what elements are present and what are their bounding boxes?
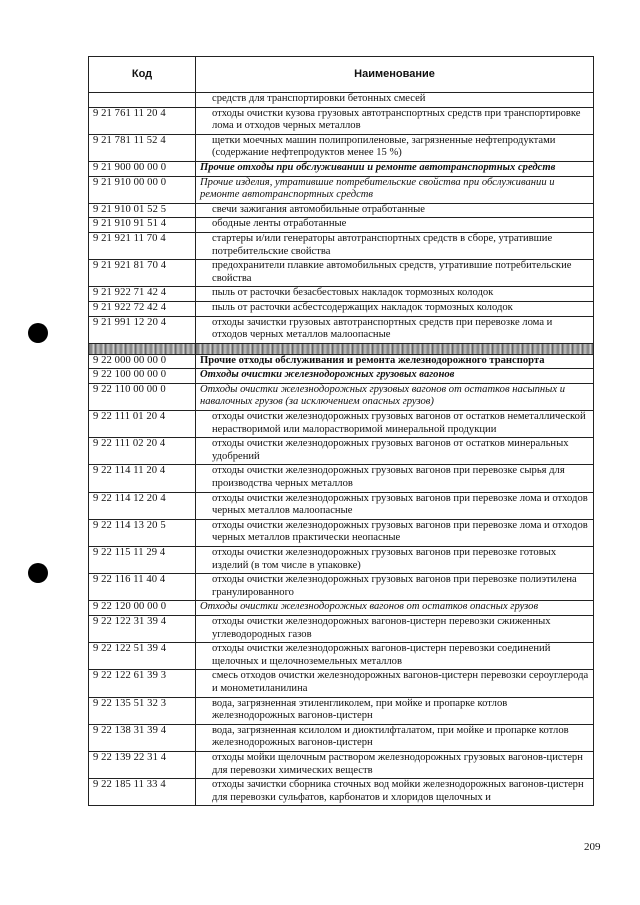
- name-cell: пыль от расточки безасбестовых накладок тормозных колодок: [196, 287, 594, 302]
- table-row: [89, 287, 594, 302]
- table-row: [89, 383, 594, 410]
- name-cell: отходы очистки железнодорожных грузовых вагонов от остатков минеральных удобрений: [196, 438, 594, 465]
- table-row: [89, 751, 594, 778]
- name-cell: отходы очистки железнодорожных грузовых вагонов при перевозке лома и отходов черных металлов малоопасные: [196, 492, 594, 519]
- table-body: [89, 93, 594, 806]
- column-header-name: Наименование: [196, 57, 594, 93]
- name-cell: смесь отходов очистки железнодорожных вагонов-цистерн перевозки сероуглерода и монометиланилина: [196, 670, 594, 697]
- table-row: [89, 203, 594, 218]
- code-cell: 9 22 114 13 20 5: [89, 519, 196, 546]
- table-row: [89, 161, 594, 176]
- table-row: [89, 465, 594, 492]
- code-cell: 9 21 922 72 42 4: [89, 301, 196, 316]
- code-cell: 9 22 114 12 20 4: [89, 492, 196, 519]
- code-cell: 9 21 781 11 52 4: [89, 134, 196, 161]
- code-cell: 9 21 921 11 70 4: [89, 232, 196, 259]
- name-cell: Прочие изделия, утратившие потребительские свойства при обслуживании и ремонте автотранспортных средств: [196, 176, 594, 203]
- table-row: [89, 218, 594, 233]
- name-cell: отходы очистки кузова грузовых автотранспортных средств при транспортировке лома и отходов черных металлов: [196, 107, 594, 134]
- code-cell: [89, 343, 196, 354]
- table-header-row: [89, 57, 594, 93]
- table-row: [89, 519, 594, 546]
- table-row: [89, 260, 594, 287]
- code-cell: 9 22 110 00 00 0: [89, 383, 196, 410]
- name-cell: отходы очистки железнодорожных вагонов-цистерн перевозки сжиженных углеводородных газов: [196, 615, 594, 642]
- name-cell: отходы очистки железнодорожных грузовых вагонов от остатков неметаллической нерастворимой или малорастворимой минеральной продукции: [196, 411, 594, 438]
- table-row: [89, 574, 594, 601]
- code-cell: 9 21 991 12 20 4: [89, 316, 196, 343]
- name-cell: вода, загрязненная этиленгликолем, при мойке и пропарке котлов железнодорожных вагонов-цистерн: [196, 697, 594, 724]
- name-cell: отходы зачистки грузовых автотранспортных средств при перевозке лома и отходов черных металлов малоопасные: [196, 316, 594, 343]
- name-cell: стартеры и/или генераторы автотранспортных средств в сборе, утратившие потребительские свойства: [196, 232, 594, 259]
- name-cell: Отходы очистки железнодорожных грузовых вагонов от остатков насыпных и навалочных грузов (за исключением опасных грузов): [196, 383, 594, 410]
- waste-code-table: [88, 56, 594, 806]
- table-row: [89, 547, 594, 574]
- code-cell: 9 21 910 01 52 5: [89, 203, 196, 218]
- table-row: [89, 354, 594, 369]
- code-cell: 9 21 900 00 00 0: [89, 161, 196, 176]
- name-cell: ободные ленты отработанные: [196, 218, 594, 233]
- code-cell: 9 21 921 81 70 4: [89, 260, 196, 287]
- name-cell: Прочие отходы обслуживания и ремонта железнодорожного транспорта: [196, 354, 594, 369]
- column-header-code: Код: [89, 57, 196, 93]
- punch-hole-bottom: [28, 563, 48, 583]
- code-cell: 9 22 122 31 39 4: [89, 615, 196, 642]
- name-cell: отходы очистки железнодорожных грузовых вагонов при перевозке лома и отходов черных металлов практически неопасные: [196, 519, 594, 546]
- name-cell: Прочие отходы при обслуживании и ремонте автотранспортных средств: [196, 161, 594, 176]
- name-cell: Отходы очистки железнодорожных грузовых вагонов: [196, 369, 594, 384]
- code-cell: 9 22 135 51 32 3: [89, 697, 196, 724]
- table-row: [89, 724, 594, 751]
- code-cell: 9 22 116 11 40 4: [89, 574, 196, 601]
- code-cell: 9 21 910 91 51 4: [89, 218, 196, 233]
- code-cell: 9 22 000 00 00 0: [89, 354, 196, 369]
- code-cell: 9 22 111 02 20 4: [89, 438, 196, 465]
- table-row: [89, 107, 594, 134]
- code-cell: 9 22 185 11 33 4: [89, 779, 196, 806]
- code-cell: [89, 93, 196, 108]
- table-row: [89, 134, 594, 161]
- code-cell: 9 22 138 31 39 4: [89, 724, 196, 751]
- name-cell: пыль от расточки асбестсодержащих накладок тормозных колодок: [196, 301, 594, 316]
- table-row: [89, 643, 594, 670]
- table-row: [89, 232, 594, 259]
- table-row: [89, 301, 594, 316]
- code-cell: 9 22 114 11 20 4: [89, 465, 196, 492]
- code-cell: 9 22 111 01 20 4: [89, 411, 196, 438]
- code-cell: 9 21 761 11 20 4: [89, 107, 196, 134]
- name-cell: свечи зажигания автомобильные отработанные: [196, 203, 594, 218]
- code-cell: 9 21 910 00 00 0: [89, 176, 196, 203]
- code-cell: 9 22 100 00 00 0: [89, 369, 196, 384]
- table-row: [89, 176, 594, 203]
- name-cell: отходы мойки щелочным раствором железнодорожных грузовых вагонов-цистерн для перевозки химических веществ: [196, 751, 594, 778]
- section-separator: [89, 343, 594, 354]
- name-cell: отходы очистки железнодорожных вагонов-цистерн перевозки соединений щелочных и щелочноземельных металлов: [196, 643, 594, 670]
- page-number: 209: [584, 841, 601, 853]
- name-cell: отходы очистки железнодорожных грузовых вагонов при перевозке сырья для производства черных металлов: [196, 465, 594, 492]
- code-cell: 9 22 122 61 39 3: [89, 670, 196, 697]
- table-row: [89, 697, 594, 724]
- code-cell: 9 22 120 00 00 0: [89, 601, 196, 616]
- table-row: [89, 779, 594, 806]
- code-cell: 9 22 115 11 29 4: [89, 547, 196, 574]
- name-cell: отходы очистки железнодорожных грузовых вагонов при перевозке готовых изделий (в том числе в упаковке): [196, 547, 594, 574]
- name-cell: отходы очистки железнодорожных грузовых вагонов при перевозке полиэтилена гранулированного: [196, 574, 594, 601]
- table-row: [89, 615, 594, 642]
- name-cell: предохранители плавкие автомобильных средств, утратившие потребительские свойства: [196, 260, 594, 287]
- table-row: [89, 438, 594, 465]
- code-cell: 9 21 922 71 42 4: [89, 287, 196, 302]
- name-cell: [196, 343, 594, 354]
- table-row: [89, 492, 594, 519]
- name-cell: средств для транспортировки бетонных смесей: [196, 93, 594, 108]
- table-row: [89, 601, 594, 616]
- table-row: [89, 316, 594, 343]
- table-row: [89, 411, 594, 438]
- table-row: [89, 369, 594, 384]
- code-cell: 9 22 139 22 31 4: [89, 751, 196, 778]
- table-row: [89, 670, 594, 697]
- name-cell: щетки моечных машин полипропиленовые, загрязненные нефтепродуктами (содержание нефтепродуктов менее 15 %): [196, 134, 594, 161]
- name-cell: вода, загрязненная ксилолом и диоктилфталатом, при мойке и пропарке котлов железнодорожных вагонов-цистерн: [196, 724, 594, 751]
- table-row: [89, 93, 594, 108]
- name-cell: Отходы очистки железнодорожных вагонов от остатков опасных грузов: [196, 601, 594, 616]
- code-cell: 9 22 122 51 39 4: [89, 643, 196, 670]
- punch-hole-top: [28, 323, 48, 343]
- name-cell: отходы зачистки сборника сточных вод мойки железнодорожных вагонов-цистерн для перевозки сульфатов, карбонатов и хлоридов щелочных и: [196, 779, 594, 806]
